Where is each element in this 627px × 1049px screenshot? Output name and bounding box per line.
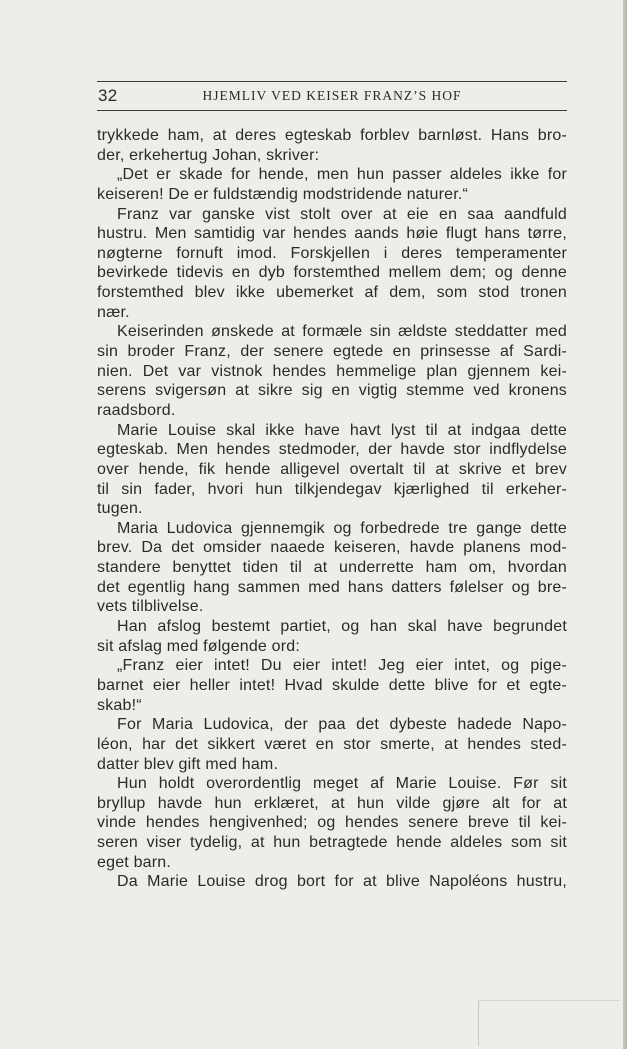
text-line: skab!“ [97, 696, 142, 714]
text-line: brev. Da det omsider naaede keiseren, havde planens mod- [97, 539, 567, 557]
body-text [97, 126, 567, 892]
text-line: hustru. Men samtidig var hendes aands høie flugt hans tørre, [97, 225, 567, 243]
text-line: nien. Det var vistnok hendes hemmelige plan gjennem kei- [97, 362, 567, 380]
text-line: det egentlig hang sammen med hans datters følelser og bre- [97, 578, 567, 596]
page-corner-mark [478, 1000, 619, 1046]
text-line: standere benyttet tiden til at underrette ham om, hvordan [97, 559, 567, 577]
text-line: tugen. [97, 500, 143, 518]
text-line: vinde hendes hengivenhed; og hendes senere breve til kei- [97, 814, 567, 832]
running-header [97, 81, 567, 111]
text-line: „Det er skade for hende, men hun passer aldeles ikke for [117, 166, 567, 184]
text-line: seren viser tydelig, at hun betragtede hende aldeles som sit [97, 834, 567, 852]
text-line: „Franz eier intet! Du eier intet! Jeg eier intet, og pige- [117, 657, 567, 675]
text-line: datter blev gift med ham. [97, 755, 279, 773]
text-line: keiseren! De er fuldstændig modstridende naturer.“ [97, 185, 469, 203]
text-line: léon, har det sikkert været en stor smerte, at hendes sted- [97, 735, 567, 753]
text-line: over hende, fik hende alligevel overtalt til at skrive et brev [97, 460, 567, 478]
text-line: barnet eier heller intet! Hvad skulde dette blive for et egte- [97, 676, 567, 694]
text-line: Hun holdt overordentlig meget af Marie Louise. Før sit [117, 775, 567, 793]
text-line: Marie Louise skal ikke have havt lyst til at indgaa dette [117, 421, 567, 439]
text-line: eget barn. [97, 853, 172, 871]
text-line: nøgterne fornuft imod. Forskjellen i deres temperamenter [97, 244, 567, 262]
text-line: serens svigersøn at sikre sig en vigtig stemme ved kronens [97, 382, 567, 400]
text-line: til sin fader, hvori hun tilkjendegav kjærlighed til erkeher- [97, 480, 567, 498]
text-line: raadsbord. [97, 401, 176, 419]
text-line: Keiserinden ønskede at formæle sin ældste steddatter med [117, 323, 567, 341]
text-line: bevirkede tidevis en dyb forstemthed mellem dem; og denne [97, 264, 567, 282]
text-line: vets tilblivelse. [97, 598, 204, 616]
text-line: For Maria Ludovica, der paa det dybeste hadede Napo- [117, 716, 567, 734]
text-line: trykkede ham, at deres egteskab forblev barnløst. Hans bro- [97, 127, 567, 144]
running-title: HJEMLIV VED KEISER FRANZ’S HOF [202, 88, 462, 103]
page-edge [623, 0, 627, 1049]
text-line: bryllup havde hun erklæret, at hun vilde gjøre alt for at [97, 794, 567, 812]
text-line: Da Marie Louise drog bort for at blive Napoléons hustru, [117, 873, 567, 891]
text-line: egteskab. Men hendes stedmoder, der havde stor indflydelse [97, 441, 567, 459]
text-line: Maria Ludovica gjennemgik og forbedrede tre gange dette [117, 519, 567, 537]
text-line: forstemthed blev ikke ubemerket af dem, som stod tronen [97, 284, 567, 302]
text-line: nær. [97, 303, 130, 321]
page-number: 32 [98, 86, 118, 105]
text-line: sit afslag med følgende ord: [97, 637, 301, 655]
text-line: der, erkehertug Johan, skriver: [97, 146, 320, 164]
text-line: Franz var ganske vist stolt over at eie en saa aandfuld [117, 205, 567, 223]
text-line: sin broder Franz, der senere egtede en prinsesse af Sardi- [97, 343, 567, 361]
text-line: Han afslog bestemt partiet, og han skal have begrundet [117, 618, 567, 636]
